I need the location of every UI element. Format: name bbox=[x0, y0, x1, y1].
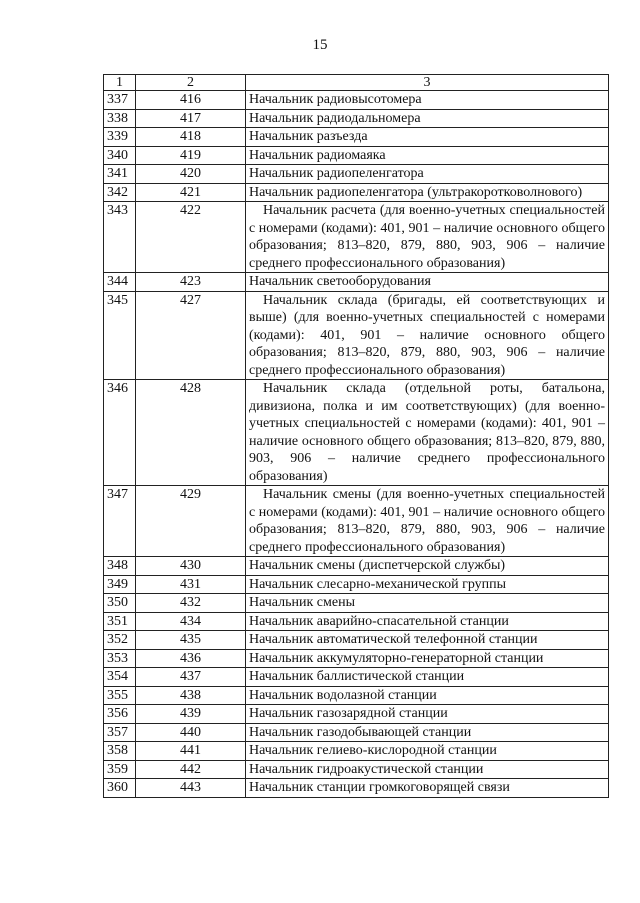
position-title: Начальник радиовысотомера bbox=[246, 91, 609, 110]
table-row bbox=[104, 649, 609, 668]
position-code: 435 bbox=[136, 631, 246, 650]
table-row bbox=[104, 291, 609, 380]
table-row bbox=[104, 273, 609, 292]
position-code: 441 bbox=[136, 742, 246, 761]
position-code: 422 bbox=[136, 202, 246, 273]
position-title: Начальник баллистической станции bbox=[246, 668, 609, 687]
table-row bbox=[104, 612, 609, 631]
position-title: Начальник гидроакустической станции bbox=[246, 760, 609, 779]
position-code: 420 bbox=[136, 165, 246, 184]
position-code: 438 bbox=[136, 686, 246, 705]
table-row bbox=[104, 146, 609, 165]
table-row bbox=[104, 686, 609, 705]
row-number: 358 bbox=[104, 742, 136, 761]
row-number: 342 bbox=[104, 183, 136, 202]
row-number: 355 bbox=[104, 686, 136, 705]
table-row bbox=[104, 486, 609, 557]
row-number: 343 bbox=[104, 202, 136, 273]
position-title: Начальник водолазной станции bbox=[246, 686, 609, 705]
position-title: Начальник склада (бригады, ей соответствующих и выше) (для военно-учетных специальностей с номерами (кодами): 401, 901 – наличие основного общего образования; 813–820, 879, 880, 903, 906 – наличие среднего профессионального образования) bbox=[246, 291, 609, 380]
position-title: Начальник радиопеленгатора (ультракоротковолнового) bbox=[246, 183, 609, 202]
row-number: 338 bbox=[104, 109, 136, 128]
row-number: 339 bbox=[104, 128, 136, 147]
row-number: 340 bbox=[104, 146, 136, 165]
row-number: 350 bbox=[104, 594, 136, 613]
table-header-row bbox=[104, 75, 609, 91]
position-title: Начальник смены bbox=[246, 594, 609, 613]
row-number: 347 bbox=[104, 486, 136, 557]
position-code: 431 bbox=[136, 575, 246, 594]
position-code: 439 bbox=[136, 705, 246, 724]
table-row bbox=[104, 631, 609, 650]
header-col-2: 2 bbox=[136, 75, 246, 91]
table-row bbox=[104, 779, 609, 798]
row-number: 337 bbox=[104, 91, 136, 110]
position-code: 423 bbox=[136, 273, 246, 292]
table-row bbox=[104, 705, 609, 724]
table-row bbox=[104, 202, 609, 273]
row-number: 360 bbox=[104, 779, 136, 798]
position-title: Начальник радиодальномера bbox=[246, 109, 609, 128]
position-title: Начальник аккумуляторно-генераторной станции bbox=[246, 649, 609, 668]
position-title: Начальник автоматической телефонной станции bbox=[246, 631, 609, 650]
table-row bbox=[104, 91, 609, 110]
table-row bbox=[104, 742, 609, 761]
position-code: 429 bbox=[136, 486, 246, 557]
position-title: Начальник смены (для военно-учетных специальностей с номерами (кодами): 401, 901 – наличие основного общего образования; 813–820, 879, 880, 903, 906 – наличие среднего профессионального образования) bbox=[246, 486, 609, 557]
row-number: 357 bbox=[104, 723, 136, 742]
table-row bbox=[104, 557, 609, 576]
position-title: Начальник гелиево-кислородной станции bbox=[246, 742, 609, 761]
row-number: 356 bbox=[104, 705, 136, 724]
row-number: 348 bbox=[104, 557, 136, 576]
position-title: Начальник разъезда bbox=[246, 128, 609, 147]
table-header bbox=[104, 75, 609, 91]
table-row bbox=[104, 380, 609, 486]
header-col-3: 3 bbox=[246, 75, 609, 91]
position-title: Начальник смены (диспетчерской службы) bbox=[246, 557, 609, 576]
row-number: 341 bbox=[104, 165, 136, 184]
position-title: Начальник склада (отдельной роты, батальона, дивизиона, полка и им соответствующих) (для военно-учетных специальностей с номерами (кодами): 401, 901 – наличие основного общего образования; 813–820, 879, 880, 903, 906 – наличие среднего профессионального образования) bbox=[246, 380, 609, 486]
position-code: 428 bbox=[136, 380, 246, 486]
row-number: 359 bbox=[104, 760, 136, 779]
table-row bbox=[104, 165, 609, 184]
row-number: 346 bbox=[104, 380, 136, 486]
row-number: 349 bbox=[104, 575, 136, 594]
row-number: 345 bbox=[104, 291, 136, 380]
position-code: 427 bbox=[136, 291, 246, 380]
row-number: 344 bbox=[104, 273, 136, 292]
position-code: 417 bbox=[136, 109, 246, 128]
position-code: 434 bbox=[136, 612, 246, 631]
position-code: 416 bbox=[136, 91, 246, 110]
position-code: 421 bbox=[136, 183, 246, 202]
header-col-1: 1 bbox=[104, 75, 136, 91]
table-row bbox=[104, 183, 609, 202]
row-number: 351 bbox=[104, 612, 136, 631]
table-row bbox=[104, 594, 609, 613]
position-code: 418 bbox=[136, 128, 246, 147]
row-number: 353 bbox=[104, 649, 136, 668]
row-number: 354 bbox=[104, 668, 136, 687]
position-code: 440 bbox=[136, 723, 246, 742]
position-title: Начальник радиопеленгатора bbox=[246, 165, 609, 184]
position-title: Начальник расчета (для военно-учетных специальностей с номерами (кодами): 401, 901 – наличие основного общего образования; 813–820, 879, 880, 903, 906 – наличие среднего профессионального образования) bbox=[246, 202, 609, 273]
position-title: Начальник радиомаяка bbox=[246, 146, 609, 165]
position-title: Начальник станции громкоговорящей связи bbox=[246, 779, 609, 798]
position-title: Начальник слесарно-механической группы bbox=[246, 575, 609, 594]
position-code: 437 bbox=[136, 668, 246, 687]
table-row bbox=[104, 109, 609, 128]
table-row bbox=[104, 760, 609, 779]
position-title: Начальник газозарядной станции bbox=[246, 705, 609, 724]
position-code: 430 bbox=[136, 557, 246, 576]
table-row bbox=[104, 128, 609, 147]
position-title: Начальник аварийно-спасательной станции bbox=[246, 612, 609, 631]
positions-table bbox=[103, 74, 609, 798]
table-row bbox=[104, 668, 609, 687]
position-code: 436 bbox=[136, 649, 246, 668]
table-body bbox=[104, 91, 609, 798]
position-title: Начальник светооборудования bbox=[246, 273, 609, 292]
table-row bbox=[104, 723, 609, 742]
page-number: 15 bbox=[312, 37, 328, 53]
position-code: 419 bbox=[136, 146, 246, 165]
position-code: 432 bbox=[136, 594, 246, 613]
table-row bbox=[104, 575, 609, 594]
row-number: 352 bbox=[104, 631, 136, 650]
position-code: 443 bbox=[136, 779, 246, 798]
position-code: 442 bbox=[136, 760, 246, 779]
position-title: Начальник газодобывающей станции bbox=[246, 723, 609, 742]
